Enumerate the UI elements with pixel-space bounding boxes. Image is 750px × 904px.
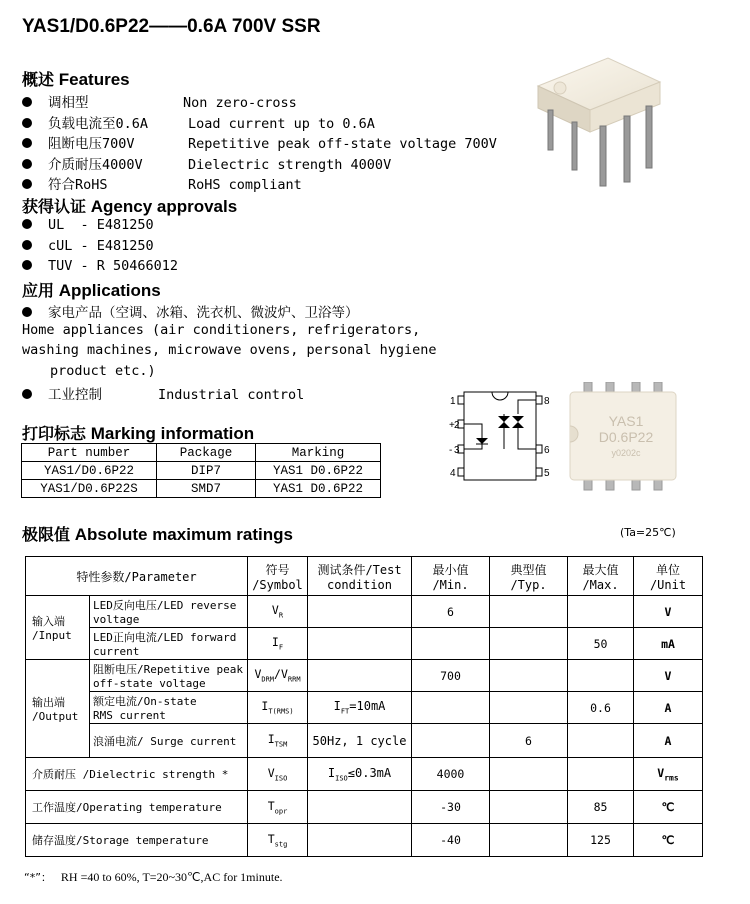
ratings-condition: (Ta=25℃) bbox=[620, 526, 676, 539]
table-row: LED正向电流/LED forward current $I_F$ 50 mA bbox=[26, 628, 703, 660]
table-row: 浪涌电流/ Surge current $I_{TSM}$ 50Hz, 1 cycle 6 A bbox=[26, 724, 703, 758]
approvals-heading bbox=[22, 194, 237, 217]
list-item-text: Home appliances (air conditioners, refrigerators, bbox=[22, 321, 421, 338]
page-title: YAS1/D0.6P22——0.6A 700V SSR bbox=[22, 16, 321, 37]
ratings-heading-cn: 极限值 bbox=[22, 525, 71, 544]
features-heading-cn: 概述 bbox=[22, 70, 55, 89]
footnote-mark: “*”： bbox=[24, 871, 52, 884]
list-item: 介质耐压4000V Dielectric strength 4000V bbox=[22, 153, 497, 174]
pin-label: 2 bbox=[454, 420, 460, 431]
bullet-icon bbox=[22, 138, 32, 148]
footnote-text: RH =40 to 60%, T=20~30℃,AC for 1minute. bbox=[60, 870, 283, 884]
applications-heading-en: Applications bbox=[58, 281, 161, 300]
table-row: YAS1/D0.6P22S SMD7 YAS1 D0.6P22 bbox=[22, 480, 381, 498]
column-header-typ: 典型值 /Typ. bbox=[490, 557, 568, 596]
pin-label: 1 bbox=[450, 396, 456, 407]
column-header-parameter: 特性参数/Parameter bbox=[26, 557, 248, 596]
pin-label: 3 bbox=[454, 445, 460, 456]
footnote bbox=[24, 869, 283, 885]
applications-heading-cn: 应用 bbox=[22, 281, 55, 300]
bullet-icon bbox=[22, 219, 32, 229]
table-row: 额定电流/On-state RMS current $I_{T(RMS)}$ $I_{FT}=10mA$ 0.6 A bbox=[26, 692, 703, 724]
chip-marking-line2: D0.6P22 bbox=[598, 429, 654, 445]
bullet-icon bbox=[22, 97, 32, 107]
approvals-heading-en: Agency approvals bbox=[90, 197, 238, 216]
column-header: Marking bbox=[256, 444, 381, 462]
pin-label: 8 bbox=[544, 396, 550, 407]
table-row: YAS1/D0.6P22 DIP7 YAS1 D0.6P22 bbox=[22, 462, 381, 480]
chip-marking-line1: YAS1 bbox=[608, 413, 644, 429]
ratings-table bbox=[25, 556, 703, 857]
bullet-icon bbox=[22, 260, 32, 270]
approvals-heading-cn: 获得认证 bbox=[22, 197, 87, 216]
table-row: 储存温度/Storage temperature $T_{stg}$ -40 125 ℃ bbox=[26, 824, 703, 857]
input-group-label: 输入端 /Input bbox=[26, 596, 90, 660]
column-header-max: 最大值 /Max. bbox=[568, 557, 634, 596]
features-list bbox=[22, 91, 497, 194]
list-item: 阻断电压700V Repetitive peak off-state voltage 700V bbox=[22, 132, 497, 153]
ratings-heading bbox=[22, 522, 293, 545]
dip-package-illustration bbox=[528, 50, 668, 200]
marking-heading bbox=[22, 421, 254, 444]
applications-list bbox=[22, 301, 437, 404]
bullet-icon bbox=[22, 389, 32, 399]
pin-polarity-label: - bbox=[449, 445, 453, 456]
table-row: 介质耐压 /Dielectric strength * $V_{ISO}$ $I_{ISO}\le 0.3mA$ 4000 $V_{rms}$ bbox=[26, 758, 703, 791]
list-item: 调相型 Non zero-cross bbox=[22, 91, 497, 112]
column-header-symbol: 符号 /Symbol bbox=[248, 557, 308, 596]
approvals-list bbox=[22, 217, 178, 279]
table-row: 工作温度/Operating temperature $T_{opr}$ -30 85 ℃ bbox=[26, 791, 703, 824]
pinout-schematic bbox=[448, 388, 552, 484]
column-header: Package bbox=[157, 444, 256, 462]
column-header-unit: 单位 /Unit bbox=[634, 557, 703, 596]
pin-label: 4 bbox=[450, 468, 456, 479]
list-item: cUL - E481250 bbox=[22, 238, 178, 259]
bullet-icon bbox=[22, 307, 32, 317]
bullet-icon bbox=[22, 159, 32, 169]
bullet-icon bbox=[22, 240, 32, 250]
pin-polarity-label: + bbox=[449, 420, 455, 431]
table-row: 输出端 /Output 阻断电压/Repetitive peak off-state voltage $V_{DRM}/V_{RRM}$ 700 V bbox=[26, 660, 703, 692]
table-row: 输入端 /Input LED反向电压/LED reverse voltage $V_R$ 6 V bbox=[26, 596, 703, 628]
output-group-label: 输出端 /Output bbox=[26, 660, 90, 758]
list-item-text: product etc.) bbox=[50, 362, 156, 379]
list-item-text: washing machines, microwave ovens, personal hygiene bbox=[22, 342, 437, 358]
pin-label: 6 bbox=[544, 445, 550, 456]
bullet-icon bbox=[22, 179, 32, 189]
features-heading bbox=[22, 67, 130, 90]
list-item: 工业控制 Industrial control bbox=[22, 383, 437, 404]
list-item: UL - E481250 bbox=[22, 217, 178, 238]
table-header-row bbox=[22, 444, 381, 462]
features-heading-en: Features bbox=[58, 70, 130, 89]
marking-heading-en: Marking information bbox=[90, 424, 255, 443]
bullet-icon bbox=[22, 118, 32, 128]
list-item: 家电产品（空调、冰箱、洗衣机、微波炉、卫浴等） bbox=[22, 301, 437, 322]
marking-table bbox=[21, 443, 381, 498]
marking-heading-cn: 打印标志 bbox=[22, 424, 87, 443]
column-header-test: 测试条件/Test condition bbox=[308, 557, 412, 596]
column-header: Part number bbox=[22, 444, 157, 462]
column-header-min: 最小值 /Min. bbox=[412, 557, 490, 596]
list-item: TUV - R 50466012 bbox=[22, 258, 178, 279]
pin-label: 5 bbox=[544, 468, 550, 479]
chip-top-view-illustration bbox=[566, 382, 680, 492]
chip-marking-line3: y0202c bbox=[611, 448, 641, 458]
applications-heading bbox=[22, 278, 161, 301]
list-item: 符合RoHS RoHS compliant bbox=[22, 173, 497, 194]
list-item: 负载电流至0.6A Load current up to 0.6A bbox=[22, 112, 497, 133]
table-header-row bbox=[26, 557, 703, 596]
ratings-heading-en: Absolute maximum ratings bbox=[74, 525, 293, 544]
